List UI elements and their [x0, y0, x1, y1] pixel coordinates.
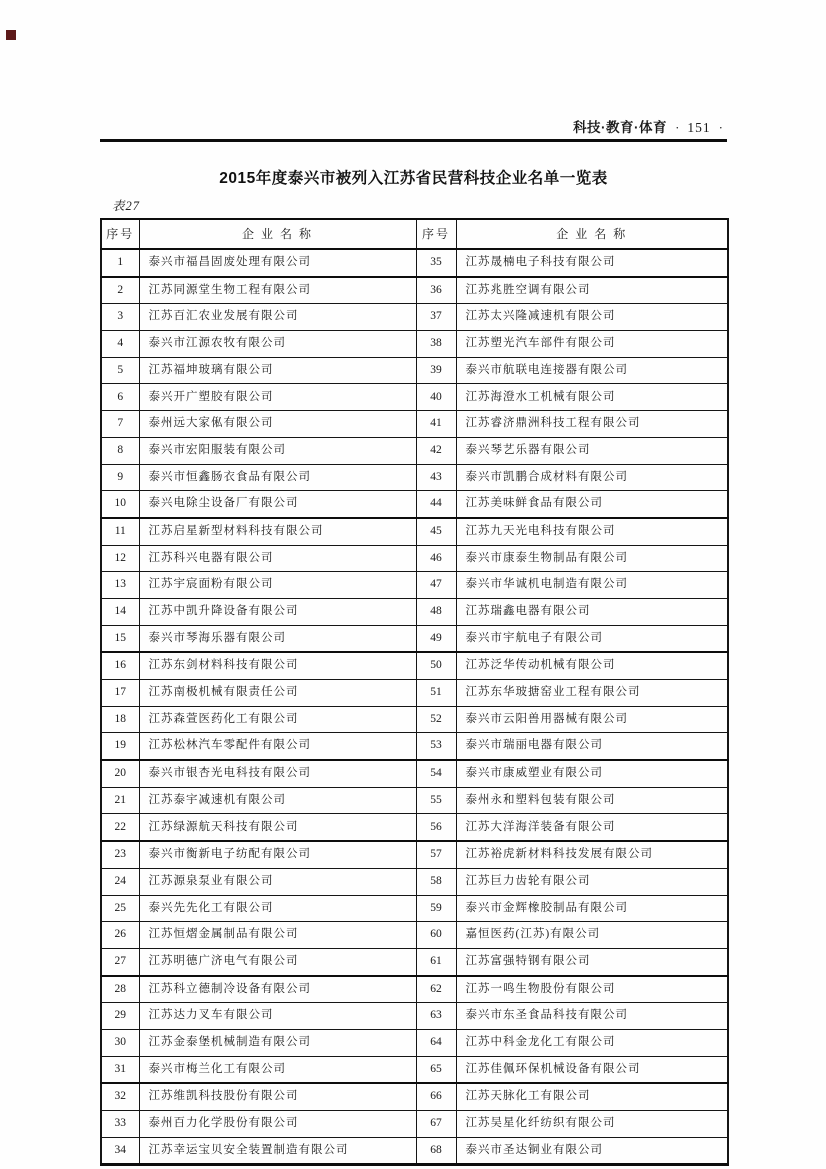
company-name-cell: 泰兴市航联电连接器有限公司 [456, 357, 728, 384]
table-header-row [101, 219, 728, 249]
serial-number-cell: 68 [416, 1137, 456, 1165]
table-row [101, 518, 728, 545]
company-name-cell: 泰兴市宇航电子有限公司 [456, 625, 728, 652]
table-row [101, 706, 728, 733]
company-name-cell: 江苏启星新型材料科技有限公司 [139, 518, 416, 545]
serial-number-cell: 64 [416, 1029, 456, 1056]
company-name-cell: 江苏金泰堡机械制造有限公司 [139, 1029, 416, 1056]
serial-number-cell: 46 [416, 545, 456, 572]
company-name-cell: 江苏明德广济电气有限公司 [139, 948, 416, 975]
table-row [101, 411, 728, 438]
header-serial-right: 序号 [416, 219, 456, 249]
company-name-cell: 泰兴市金辉橡胶制品有限公司 [456, 895, 728, 922]
company-name-cell: 江苏泰宇减速机有限公司 [139, 787, 416, 814]
serial-number-cell: 29 [101, 1003, 139, 1030]
company-name-cell: 泰兴市圣达铜业有限公司 [456, 1137, 728, 1165]
company-table-rows [101, 249, 728, 1165]
company-name-cell: 泰兴琴艺乐器有限公司 [456, 437, 728, 464]
serial-number-cell: 26 [101, 922, 139, 949]
company-name-cell: 泰兴市康泰生物制品有限公司 [456, 545, 728, 572]
serial-number-cell: 19 [101, 733, 139, 760]
company-name-cell: 嘉恒医药(江苏)有限公司 [456, 922, 728, 949]
table-row [101, 814, 728, 841]
company-name-cell: 江苏宇宸面粉有限公司 [139, 572, 416, 599]
company-name-cell: 江苏九天光电科技有限公司 [456, 518, 728, 545]
serial-number-cell: 11 [101, 518, 139, 545]
serial-number-cell: 24 [101, 868, 139, 895]
serial-number-cell: 3 [101, 304, 139, 331]
company-name-cell: 江苏太兴隆减速机有限公司 [456, 304, 728, 331]
company-name-cell: 江苏科兴电器有限公司 [139, 545, 416, 572]
company-name-cell: 江苏中凯升降设备有限公司 [139, 598, 416, 625]
company-name-cell: 泰兴市江源农牧有限公司 [139, 331, 416, 358]
serial-number-cell: 27 [101, 948, 139, 975]
table-row [101, 464, 728, 491]
company-name-cell: 江苏森萱医药化工有限公司 [139, 706, 416, 733]
company-name-cell: 江苏睿济鼎洲科技工程有限公司 [456, 411, 728, 438]
scan-artifact-mark [6, 30, 16, 40]
company-name-cell: 江苏裕虎新材料科技发展有限公司 [456, 841, 728, 868]
table-row [101, 733, 728, 760]
separator-dot: · [718, 120, 723, 135]
table-row [101, 787, 728, 814]
serial-number-cell: 7 [101, 411, 139, 438]
company-name-cell: 江苏百汇农业发展有限公司 [139, 304, 416, 331]
serial-number-cell: 33 [101, 1111, 139, 1138]
company-name-cell: 江苏科立德制冷设备有限公司 [139, 976, 416, 1003]
company-name-cell: 江苏松林汽车零配件有限公司 [139, 733, 416, 760]
serial-number-cell: 34 [101, 1137, 139, 1165]
table-row [101, 976, 728, 1003]
serial-number-cell: 49 [416, 625, 456, 652]
serial-number-cell: 66 [416, 1083, 456, 1110]
table-row [101, 249, 728, 277]
company-name-cell: 江苏福坤玻璃有限公司 [139, 357, 416, 384]
serial-number-cell: 59 [416, 895, 456, 922]
table-row [101, 895, 728, 922]
table-row [101, 1083, 728, 1110]
serial-number-cell: 14 [101, 598, 139, 625]
serial-number-cell: 41 [416, 411, 456, 438]
serial-number-cell: 18 [101, 706, 139, 733]
company-name-cell: 江苏富强特钢有限公司 [456, 948, 728, 975]
table-row [101, 357, 728, 384]
serial-number-cell: 61 [416, 948, 456, 975]
company-name-cell: 泰兴电除尘设备厂有限公司 [139, 491, 416, 518]
serial-number-cell: 65 [416, 1056, 456, 1083]
company-name-cell: 江苏泛华传动机械有限公司 [456, 652, 728, 679]
company-name-cell: 江苏瑞鑫电器有限公司 [456, 598, 728, 625]
company-name-cell: 江苏美味鲜食品有限公司 [456, 491, 728, 518]
company-name-cell: 江苏大洋海洋装备有限公司 [456, 814, 728, 841]
company-name-cell: 江苏源泉泵业有限公司 [139, 868, 416, 895]
serial-number-cell: 2 [101, 277, 139, 304]
company-name-cell: 泰兴市福昌固废处理有限公司 [139, 249, 416, 277]
serial-number-cell: 52 [416, 706, 456, 733]
company-name-cell: 江苏中科金龙化工有限公司 [456, 1029, 728, 1056]
table-row [101, 304, 728, 331]
serial-number-cell: 4 [101, 331, 139, 358]
header-serial-left: 序号 [101, 219, 139, 249]
serial-number-cell: 31 [101, 1056, 139, 1083]
header-name-right: 企 业 名 称 [456, 219, 728, 249]
company-name-cell: 泰兴先先化工有限公司 [139, 895, 416, 922]
serial-number-cell: 67 [416, 1111, 456, 1138]
header-rule [100, 139, 727, 142]
table-row [101, 598, 728, 625]
table-row [101, 1056, 728, 1083]
serial-number-cell: 43 [416, 464, 456, 491]
separator-dot: · [675, 120, 680, 135]
table-row [101, 384, 728, 411]
serial-number-cell: 25 [101, 895, 139, 922]
serial-number-cell: 53 [416, 733, 456, 760]
company-name-cell: 江苏维凯科技股份有限公司 [139, 1083, 416, 1110]
table-row [101, 1003, 728, 1030]
company-name-cell: 泰兴市宏阳服装有限公司 [139, 437, 416, 464]
page-header [100, 116, 727, 137]
company-name-cell: 江苏吴星化纤纺织有限公司 [456, 1111, 728, 1138]
serial-number-cell: 12 [101, 545, 139, 572]
table-row [101, 572, 728, 599]
table-row [101, 680, 728, 707]
serial-number-cell: 51 [416, 680, 456, 707]
serial-number-cell: 48 [416, 598, 456, 625]
company-name-cell: 泰兴市琴海乐器有限公司 [139, 625, 416, 652]
serial-number-cell: 62 [416, 976, 456, 1003]
company-name-cell: 江苏恒熠金属制品有限公司 [139, 922, 416, 949]
table-row [101, 760, 728, 787]
serial-number-cell: 36 [416, 277, 456, 304]
serial-number-cell: 5 [101, 357, 139, 384]
table-row [101, 545, 728, 572]
table-row [101, 948, 728, 975]
company-table [100, 218, 729, 1166]
serial-number-cell: 54 [416, 760, 456, 787]
company-name-cell: 江苏一鸣生物股份有限公司 [456, 976, 728, 1003]
serial-number-cell: 22 [101, 814, 139, 841]
table-row [101, 922, 728, 949]
serial-number-cell: 35 [416, 249, 456, 277]
table-row [101, 1029, 728, 1056]
company-name-cell: 泰兴开广塑胶有限公司 [139, 384, 416, 411]
serial-number-cell: 39 [416, 357, 456, 384]
company-name-cell: 江苏南极机械有限责任公司 [139, 680, 416, 707]
serial-number-cell: 32 [101, 1083, 139, 1110]
serial-number-cell: 8 [101, 437, 139, 464]
company-name-cell: 江苏海澄水工机械有限公司 [456, 384, 728, 411]
company-name-cell: 泰兴市衡新电子纺配有限公司 [139, 841, 416, 868]
table-row [101, 331, 728, 358]
company-name-cell: 泰州百力化学股份有限公司 [139, 1111, 416, 1138]
company-name-cell: 泰州永和塑料包装有限公司 [456, 787, 728, 814]
company-name-cell: 江苏佳佩环保机械设备有限公司 [456, 1056, 728, 1083]
serial-number-cell: 45 [416, 518, 456, 545]
serial-number-cell: 30 [101, 1029, 139, 1056]
company-name-cell: 江苏幸运宝贝安全装置制造有限公司 [139, 1137, 416, 1165]
serial-number-cell: 60 [416, 922, 456, 949]
table-label: 表27 [112, 199, 141, 213]
section-label: 科技·教育·体育 [573, 120, 668, 135]
company-name-cell: 江苏达力叉车有限公司 [139, 1003, 416, 1030]
serial-number-cell: 42 [416, 437, 456, 464]
serial-number-cell: 56 [416, 814, 456, 841]
header-name-left: 企 业 名 称 [139, 219, 416, 249]
company-name-cell: 江苏天脉化工有限公司 [456, 1083, 728, 1110]
company-name-cell: 江苏塑光汽车部件有限公司 [456, 331, 728, 358]
company-name-cell: 江苏东剑材料科技有限公司 [139, 652, 416, 679]
serial-number-cell: 40 [416, 384, 456, 411]
company-name-cell: 江苏同源堂生物工程有限公司 [139, 277, 416, 304]
table-row [101, 841, 728, 868]
company-name-cell: 江苏巨力齿轮有限公司 [456, 868, 728, 895]
serial-number-cell: 38 [416, 331, 456, 358]
company-name-cell: 江苏晟楠电子科技有限公司 [456, 249, 728, 277]
company-name-cell: 泰兴市梅兰化工有限公司 [139, 1056, 416, 1083]
company-name-cell: 泰兴市云阳兽用器械有限公司 [456, 706, 728, 733]
company-name-cell: 泰兴市恒鑫肠衣食品有限公司 [139, 464, 416, 491]
company-name-cell: 泰兴市康威塑业有限公司 [456, 760, 728, 787]
serial-number-cell: 20 [101, 760, 139, 787]
serial-number-cell: 16 [101, 652, 139, 679]
serial-number-cell: 63 [416, 1003, 456, 1030]
serial-number-cell: 17 [101, 680, 139, 707]
serial-number-cell: 23 [101, 841, 139, 868]
serial-number-cell: 6 [101, 384, 139, 411]
company-name-cell: 泰兴市凯鹏合成材料有限公司 [456, 464, 728, 491]
company-name-cell: 泰兴市华诚机电制造有限公司 [456, 572, 728, 599]
page-title: 2015年度泰兴市被列入江苏省民营科技企业名单一览表 [219, 170, 608, 187]
serial-number-cell: 57 [416, 841, 456, 868]
table-row [101, 437, 728, 464]
company-name-cell: 江苏兆胜空调有限公司 [456, 277, 728, 304]
table-row [101, 1111, 728, 1138]
page-number: 151 [687, 120, 711, 135]
company-name-cell: 泰兴市东圣食品科技有限公司 [456, 1003, 728, 1030]
serial-number-cell: 50 [416, 652, 456, 679]
table-row [101, 491, 728, 518]
company-name-cell: 江苏东华玻搪窑业工程有限公司 [456, 680, 728, 707]
table-row [101, 868, 728, 895]
serial-number-cell: 58 [416, 868, 456, 895]
serial-number-cell: 1 [101, 249, 139, 277]
serial-number-cell: 44 [416, 491, 456, 518]
serial-number-cell: 15 [101, 625, 139, 652]
company-name-cell: 泰兴市银杏光电科技有限公司 [139, 760, 416, 787]
serial-number-cell: 13 [101, 572, 139, 599]
company-name-cell: 泰兴市瑞丽电器有限公司 [456, 733, 728, 760]
serial-number-cell: 9 [101, 464, 139, 491]
company-name-cell: 泰州远大家俬有限公司 [139, 411, 416, 438]
serial-number-cell: 47 [416, 572, 456, 599]
serial-number-cell: 55 [416, 787, 456, 814]
serial-number-cell: 28 [101, 976, 139, 1003]
table-row [101, 652, 728, 679]
table-row [101, 277, 728, 304]
serial-number-cell: 10 [101, 491, 139, 518]
table-row [101, 625, 728, 652]
serial-number-cell: 21 [101, 787, 139, 814]
company-name-cell: 江苏绿源航天科技有限公司 [139, 814, 416, 841]
serial-number-cell: 37 [416, 304, 456, 331]
table-row [101, 1137, 728, 1165]
